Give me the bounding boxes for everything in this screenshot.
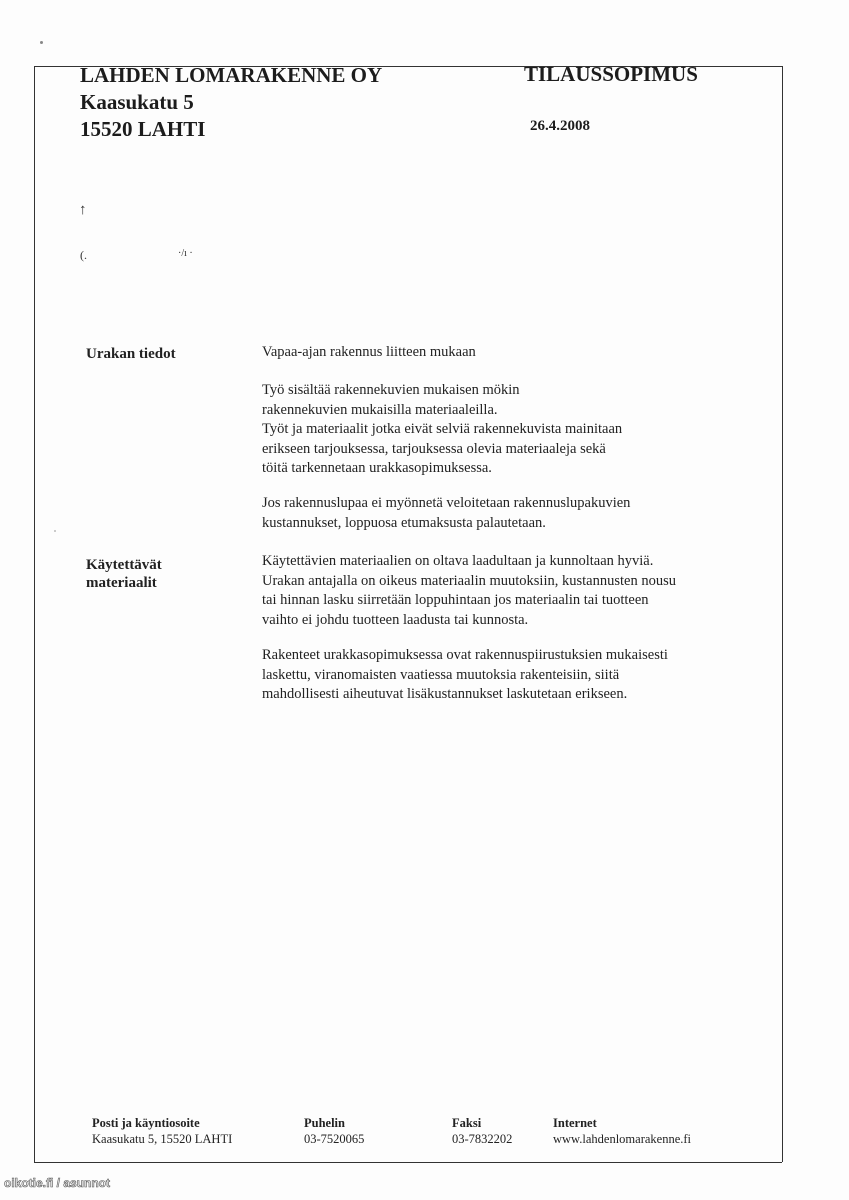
paragraph-line: Urakan antajalla on oikeus materiaalin muutoksiin, kustannusten nousu <box>262 572 676 589</box>
scan-speck <box>54 530 56 532</box>
paragraph-line: erikseen tarjouksessa, tarjouksessa olevia materiaaleja sekä <box>262 440 606 457</box>
paragraph <box>262 646 668 705</box>
paragraph <box>262 552 676 630</box>
paragraph-line: Käytettävien materiaalien on oltava laadultaan ja kunnoltaan hyviä. <box>262 553 654 569</box>
footer-address <box>92 1115 232 1147</box>
footer-fax-heading: Faksi <box>452 1116 482 1130</box>
company-block <box>80 62 382 143</box>
paragraph <box>262 381 622 479</box>
document-title: TILAUSSOPIMUS <box>524 62 698 86</box>
paragraph-line: vaihto ei johdu tuotteen laadusta tai kunnosta. <box>262 611 529 628</box>
footer-phone-value: 03-7520065 <box>304 1132 365 1146</box>
paragraph <box>262 343 476 363</box>
paragraph-line: laskettu, viranomaisten vaatiessa muutoksia rakenteisiin, siitä <box>262 666 620 683</box>
company-street: Kaasukatu 5 <box>80 90 194 114</box>
paragraph-line: mahdollisesti aiheutuvat lisäkustannukset laskutetaan erikseen. <box>262 686 628 702</box>
paragraph-line: Jos rakennuslupaa ei myönnetä veloitetaan rakennuslupakuvien <box>262 495 631 511</box>
footer-internet-heading: Internet <box>553 1116 597 1130</box>
document-date: 26.4.2008 <box>530 118 590 134</box>
paragraph-line: Vapaa-ajan rakennus liitteen mukaan <box>262 344 476 360</box>
company-city: 15520 LAHTI <box>80 117 206 141</box>
footer-fax-value: 03-7832202 <box>452 1132 513 1146</box>
footer-address-heading: Posti ja käyntiosoite <box>92 1116 200 1130</box>
section-label-line: Käytettävät <box>86 557 162 573</box>
paragraph-line: Rakenteet urakkasopimuksessa ovat rakennuspiirustuksien mukaisesti <box>262 647 668 663</box>
paragraph-line: Työ sisältää rakennekuvien mukaisen mökin <box>262 382 520 398</box>
frame-bottom-line <box>34 1162 782 1163</box>
footer-fax <box>452 1115 512 1147</box>
paragraph-line: tai hinnan lasku siirretään loppuhintaan jos materiaalin tai tuotteen <box>262 592 649 608</box>
scan-mark: (. <box>80 248 87 262</box>
paragraph-line: kustannukset, loppuosa etumaksusta palautetaan. <box>262 514 546 531</box>
section-label-kaytettavat-materiaalit <box>86 556 162 592</box>
frame-right-line <box>782 66 783 1162</box>
section-label-urakan-tiedot <box>86 345 176 363</box>
paragraph-line: töitä tarkennetaan urakkasopimuksessa. <box>262 460 492 476</box>
scan-mark: ·/ı · <box>178 248 193 259</box>
footer-internet-value: www.lahdenlomarakenne.fi <box>553 1132 692 1146</box>
paragraph <box>262 494 630 533</box>
scan-speck <box>40 41 43 44</box>
footer-phone <box>304 1115 364 1147</box>
paragraph-line: Työt ja materiaalit jotka eivät selviä rakennekuvista mainitaan <box>262 421 623 437</box>
footer-phone-heading: Puhelin <box>304 1116 345 1130</box>
site-watermark: oikotie.fi / asunnot <box>4 1176 111 1190</box>
company-name: LAHDEN LOMARAKENNE OY <box>80 63 383 87</box>
paragraph-line: rakennekuvien mukaisilla materiaaleilla. <box>262 401 498 418</box>
section-label-line: Urakan tiedot <box>86 346 176 362</box>
footer-address-value: Kaasukatu 5, 15520 LAHTI <box>92 1132 233 1146</box>
frame-left-line <box>34 66 35 1162</box>
section-label-line: materiaalit <box>86 575 157 591</box>
scan-mark: ↑ <box>79 202 87 218</box>
footer-internet <box>553 1115 691 1147</box>
